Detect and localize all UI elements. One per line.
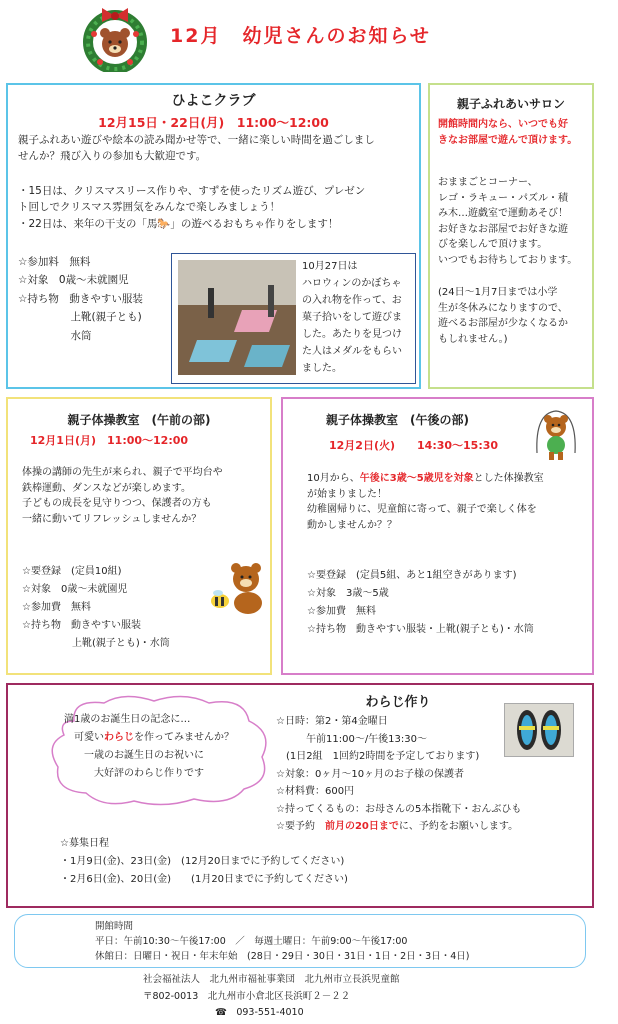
halloween-photo — [178, 260, 296, 375]
salon-section — [428, 83, 594, 389]
gym-pm-info: ☆要登録 (定員5組、あと1組空きがあります) ☆対象 3歳～5歳 ☆参加費 無料 ☆持ち物 動きやすい服装・上靴(親子とも)・水筒 — [307, 570, 534, 635]
hiyoko-intro: 親子ふれあい遊びや絵本の読み聞かせ等で、一緒に楽しい時間を過ごしまし せんか？飛び入りの参加も大歓迎です。 — [18, 134, 375, 163]
bear-with-bee-icon — [208, 559, 268, 615]
waraji-photo — [504, 703, 574, 757]
waraji-schedule: ☆募集日程 ・1月9日(金)、23日(金) (12月20日までに予約してください) ・2月6日(金)、20日(金) (1月20日までに予約してください) — [60, 838, 348, 885]
hiyoko-club-section — [6, 83, 421, 389]
waraji-details: ☆日時：第2・第4金曜日 午前11:00～/午後13:30～ (1日2組 1回約2時間を予定しております) ☆対象：0ヶ月～10ヶ月のお子様の保護者 ☆材料費：600円 ☆持ってくるもの：お母さんの5本指靴下・おんぶひも ☆要予約 前月の20日までに、予約をお願いします。 — [276, 716, 522, 832]
hours-text: 開館時間 平日：午前10:30～午後17:00 ／ 毎週土曜日：午前9:00～午後17:00 休館日：日曜日・祝日・年末年始 (28日・29日・30日・31日・1日・2日・3日・4日) — [95, 921, 470, 963]
salon-highlight: 開館時間内なら、いつでも好 きなお部屋で遊んで頂けます。 — [438, 119, 578, 146]
gym-pm-body: 10月から、午後に3歳～5歳児を対象とした体操教室 が始まりました！ 幼稚園帰りに、児童館に寄って、親子で楽しく体を 動かしませんか？？ — [307, 473, 544, 531]
salon-note: (24日～1月7日までは小学 生が冬休みになりますので、 遊べるお部屋が少なくなるか もしれません。) — [438, 287, 568, 345]
salon-body: おままごとコーナー、 レゴ・ラキュー・パズル・積 み木…遊戯室で運動あそび！ お好きなお部屋でお好きな遊 びを楽しんで頂けます。 いつでもお待ちしております。 — [438, 177, 578, 266]
page-title: 12月 幼児さんのお知らせ — [170, 25, 431, 47]
opening-hours-box — [14, 914, 586, 968]
waraji-section — [6, 683, 594, 908]
gym-pm-section — [281, 397, 594, 675]
footer-tel: ☎ 093-551-4010 — [215, 1007, 304, 1019]
gym-am-info: ☆要登録 (定員10組) ☆対象 0歳～未就園児 ☆参加費 無料 ☆持ち物 動きやすい服装 上靴(親子とも)・水筒 — [22, 566, 170, 649]
waraji-cloud-text: 満1歳のお誕生日の記念に… 可愛いわらじを作ってみませんか？ 一歳のお誕生日のお祝いに 大好評のわらじ作りです — [64, 714, 234, 779]
waraji-title: わらじ作り — [365, 695, 431, 710]
hiyoko-title: ひよこクラブ — [171, 93, 256, 109]
photo-caption: 10月27日は ハロウィンのかぼちゃ の入れ物を作って、お 菓子拾いをして遊びま した。あたりを見つけ た人はメダルをもらい ました。 — [302, 261, 402, 374]
gym-am-date: 12月1日(月) 11:00～12:00 — [30, 434, 189, 447]
salon-title: 親子ふれあいサロン — [456, 97, 565, 111]
waraji-cloud — [44, 691, 276, 809]
hiyoko-bullets: ・15日は、クリスマスリース作りや、すずを使ったリズム遊び、プレゼン ト回しでクリスマス雰囲気をみんなで楽しみましょう！ ・22日は、来年の干支の「馬🐎」の遊べるおもちゃ作りをします！ — [18, 185, 366, 230]
hiyoko-info: ☆参加料 無料 ☆対象 0歳～未就園児 ☆持ち物 動きやすい服装 上靴(親子とも) 水筒 — [18, 256, 143, 342]
footer-org: 社会福祉法人 北九州市福祉事業団 北九州市立長浜児童館 — [143, 974, 400, 985]
wreath-bear-logo — [80, 4, 150, 72]
gym-pm-date: 12月2日(火) 14:30～15:30 — [329, 439, 499, 452]
jump-rope-bear-icon — [531, 407, 581, 463]
photo-frame — [171, 253, 416, 384]
gym-am-body: 体操の講師の先生が来られ、親子で平均台や 鉄棒運動、ダンスなどが楽しめます。 子どもの成長を見守りつつ、保護者の方も 一緒に動いてリフレッシュしませんか？ — [22, 467, 223, 525]
footer-address: 〒802-0013 北九州市小倉北区長浜町２－２２ — [143, 990, 351, 1002]
gym-pm-title: 親子体操教室 (午後の部) — [326, 413, 469, 427]
gym-am-title: 親子体操教室 (午前の部) — [67, 413, 211, 427]
gym-am-section — [6, 397, 272, 675]
footer — [143, 972, 400, 1022]
hiyoko-date: 12月15日・22日(月) 11:00～12:00 — [98, 115, 329, 130]
